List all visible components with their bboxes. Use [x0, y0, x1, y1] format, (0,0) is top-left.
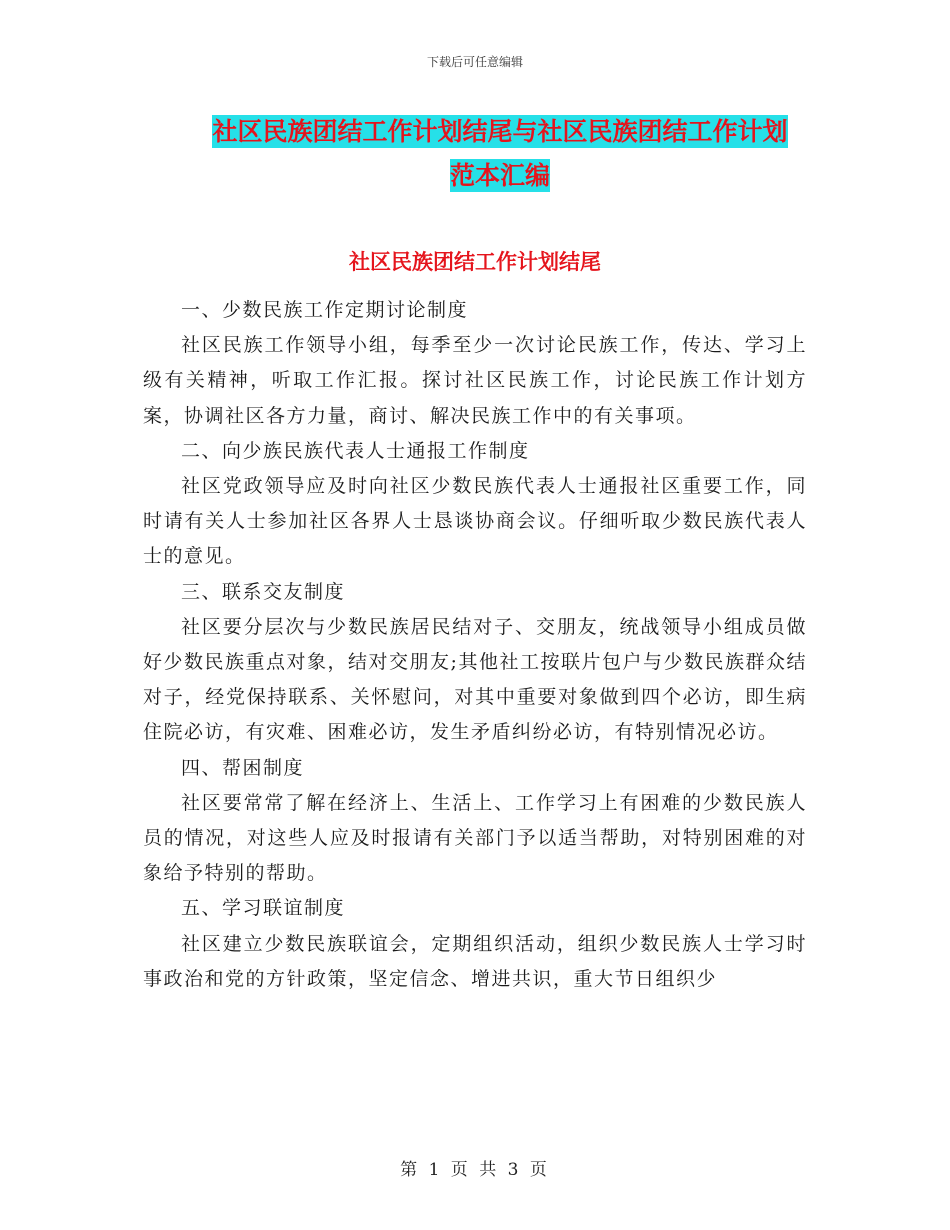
section-paragraph-3: 社区要分层次与少数民族居民结对子、交朋友，统战领导小组成员做好少数民族重点对象，结对交朋友;其他社工按联片包户与少数民族群众结对子，经党保持联系、关怀慰问，对其中重要对象做到四个必访，即生病住院必访，有灾难、困难必访，发生矛盾纠纷必访，有特别情况必访。 [143, 615, 807, 744]
section-heading-5: 五、学习联谊制度 [181, 897, 346, 920]
section-paragraph-4: 社区要常常了解在经济上、生活上、工作学习上有困难的少数民族人员的情况，对这些人应及时报请有关部门予以适当帮助，对特别困难的对象给予特别的帮助。 [143, 791, 807, 885]
section-heading-4: 四、帮困制度 [181, 756, 305, 779]
section-heading-3: 三、联系交友制度 [181, 580, 346, 603]
section-paragraph-2: 社区党政领导应及时向社区少数民族代表人士通报社区重要工作，同时请有关人士参加社区各界人士恳谈协商会议。仔细听取少数民族代表人士的意见。 [143, 475, 807, 568]
document-body [143, 293, 807, 997]
page-footer: 第 1 页 共 3 页 [400, 1160, 550, 1180]
document-title-line-2: 范本汇编 [449, 161, 550, 190]
document-title [140, 110, 860, 198]
section-paragraph-1: 社区民族工作领导小组，每季至少一次讨论民族工作，传达、学习上级有关精神，听取工作汇报。探讨社区民族工作，讨论民族工作计划方案，协调社区各方力量，商讨、解决民族工作中的有关事项。 [143, 334, 807, 427]
section-heading-2: 二、向少族民族代表人士通报工作制度 [181, 439, 530, 462]
document-title-line-1: 社区民族团结工作计划结尾与社区民族团结工作计划 [212, 117, 788, 146]
section-title: 社区民族团结工作计划结尾 [349, 250, 601, 274]
header-note: 下载后可任意编辑 [426, 55, 523, 69]
section-heading-1: 一、少数民族工作定期讨论制度 [181, 299, 469, 321]
section-paragraph-5: 社区建立少数民族联谊会，定期组织活动，组织少数民族人士学习时事政治和党的方针政策，坚定信念、增进共识，重大节日组织少 [143, 932, 807, 990]
